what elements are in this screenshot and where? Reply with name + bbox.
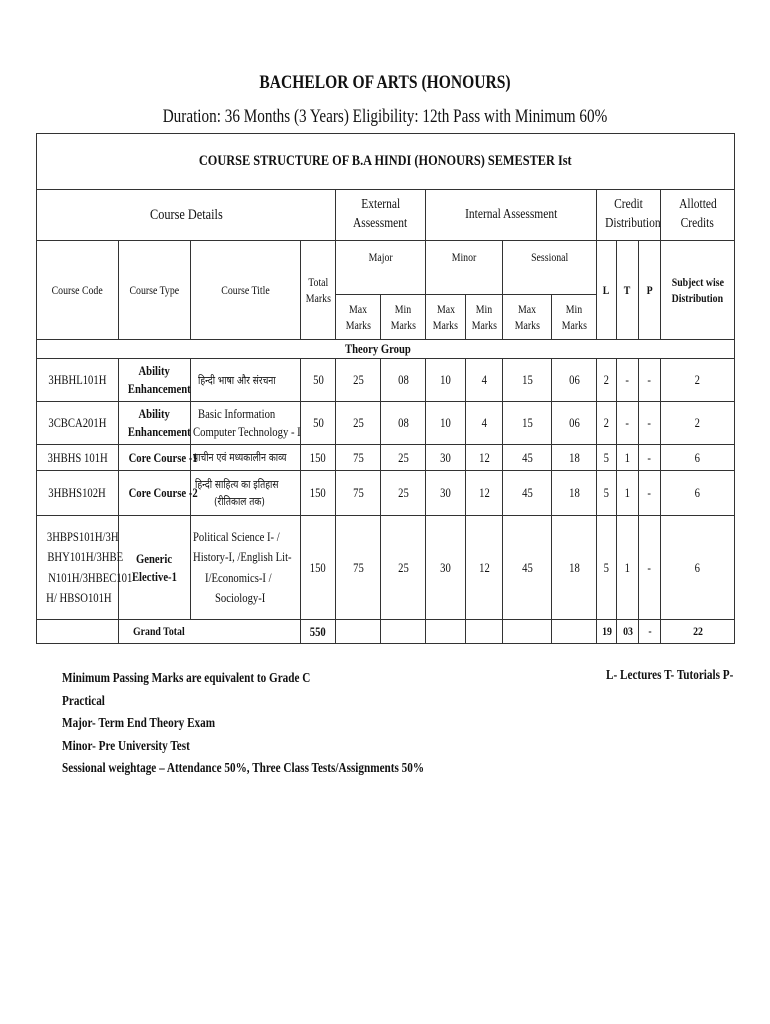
table-caption-row <box>37 134 735 190</box>
page-title: BACHELOR OF ARTS (HONOURS) <box>259 72 511 93</box>
total-marks: 50 <box>301 359 336 402</box>
table-row <box>37 402 735 445</box>
course-structure-table <box>36 133 735 644</box>
course-details-header: Course Details <box>37 190 336 241</box>
minor-min: 12 <box>466 471 503 516</box>
table-row <box>37 359 735 402</box>
sess-min: 18 <box>552 445 597 471</box>
total-marks: 50 <box>301 402 336 445</box>
credit-p: - <box>639 359 661 402</box>
grand-total-marks: 550 <box>301 620 336 644</box>
col-sess-min: Min Marks <box>552 295 597 340</box>
total-marks: 150 <box>301 471 336 516</box>
table-row <box>37 445 735 471</box>
major-min: 25 <box>381 516 426 620</box>
col-minor-max: Max Marks <box>426 295 466 340</box>
course-type: Ability Enhancement <box>119 359 191 402</box>
col-sessional: Sessional <box>503 241 597 295</box>
minor-min: 4 <box>466 402 503 445</box>
major-min: 08 <box>381 359 426 402</box>
allotted-credits-header: Allotted Credits <box>661 190 735 241</box>
minor-max: 30 <box>426 471 466 516</box>
minor-min: 12 <box>466 445 503 471</box>
grand-total-t: 03 <box>617 620 639 644</box>
sess-max: 45 <box>503 471 552 516</box>
internal-assessment-header: Internal Assessment <box>426 190 597 241</box>
major-min: 08 <box>381 402 426 445</box>
credit-t: 1 <box>617 445 639 471</box>
allotted-credits: 6 <box>661 516 735 620</box>
allotted-credits: 2 <box>661 402 735 445</box>
course-type: Generic Elective-1 <box>119 516 191 620</box>
column-header-row-1 <box>37 241 735 295</box>
sess-max: 15 <box>503 359 552 402</box>
sess-max: 45 <box>503 516 552 620</box>
total-marks: 150 <box>301 445 336 471</box>
course-type: Ability Enhancement <box>119 402 191 445</box>
minor-min: 12 <box>466 516 503 620</box>
col-minor-min: Min Marks <box>466 295 503 340</box>
sess-min: 06 <box>552 359 597 402</box>
credit-t: 1 <box>617 516 639 620</box>
note-line: Practical <box>62 693 105 709</box>
major-max: 25 <box>336 402 381 445</box>
course-title: Basic Information Computer Technology - I <box>191 402 301 445</box>
col-minor: Minor <box>426 241 503 295</box>
course-code: 3HBHS 101H <box>37 445 119 471</box>
col-major-max: Max Marks <box>336 295 381 340</box>
theory-group-label: Theory Group <box>37 340 735 359</box>
course-title: प्राचीन एवं मध्यकालीन काव्य <box>191 445 301 471</box>
course-code: 3CBCA201H <box>37 402 119 445</box>
minor-max: 30 <box>426 445 466 471</box>
minor-max: 30 <box>426 516 466 620</box>
minor-max: 10 <box>426 359 466 402</box>
course-code: 3HBPS101H/3H BHY101H/3HBE N101H/3HBEC101 H/ HBSO101H <box>37 516 119 620</box>
sess-max: 45 <box>503 445 552 471</box>
course-type: Core Course -1 <box>119 445 191 471</box>
col-p: P <box>639 241 661 340</box>
col-subject-wise: Subject wise Distribution <box>661 241 735 340</box>
allotted-credits: 2 <box>661 359 735 402</box>
course-type: Core Course -2 <box>119 471 191 516</box>
allotted-credits: 6 <box>661 445 735 471</box>
course-title: हिन्दी भाषा और संरचना <box>191 359 301 402</box>
credit-l: 5 <box>597 471 617 516</box>
col-total-marks: Total Marks <box>301 241 336 340</box>
major-min: 25 <box>381 471 426 516</box>
notes-block <box>62 668 425 781</box>
major-max: 75 <box>336 516 381 620</box>
grand-total-label: Grand Total <box>119 620 301 644</box>
major-max: 75 <box>336 445 381 471</box>
credit-t: - <box>617 359 639 402</box>
credit-p: - <box>639 516 661 620</box>
grand-total-l: 19 <box>597 620 617 644</box>
note-line: Minimum Passing Marks are equivalent to Grade C <box>62 671 311 686</box>
external-assessment-header: External Assessment <box>336 190 426 241</box>
course-code: 3HBHL101H <box>37 359 119 402</box>
credit-t: - <box>617 402 639 445</box>
credit-t: 1 <box>617 471 639 516</box>
col-course-code: Course Code <box>37 241 119 340</box>
note-line: Minor- Pre University Test <box>62 738 190 754</box>
course-title: हिन्दी साहित्य का इतिहास (रीतिकाल तक) <box>191 471 301 516</box>
total-marks: 150 <box>301 516 336 620</box>
course-title: Political Science I- / History-I, /English Lit- I/Economics-I / Sociology-I <box>191 516 301 620</box>
table-row <box>37 471 735 516</box>
table-row <box>37 516 735 620</box>
note-line: Sessional weightage – Attendance 50%, Three Class Tests/Assignments 50% <box>62 761 425 776</box>
credit-distribution-header: Credit Distribution <box>597 190 661 241</box>
note-line: Major- Term End Theory Exam <box>62 716 216 731</box>
col-t: T <box>617 241 639 340</box>
col-course-title: Course Title <box>191 241 301 340</box>
col-course-type: Course Type <box>119 241 191 340</box>
table-caption: COURSE STRUCTURE OF B.A HINDI (HONOURS) SEMESTER Ist <box>37 134 735 190</box>
col-sess-max: Max Marks <box>503 295 552 340</box>
sess-min: 18 <box>552 516 597 620</box>
col-major: Major <box>336 241 426 295</box>
minor-max: 10 <box>426 402 466 445</box>
col-major-min: Min Marks <box>381 295 426 340</box>
credit-p: - <box>639 445 661 471</box>
group-header-row <box>37 190 735 241</box>
credit-l: 2 <box>597 359 617 402</box>
grand-total-row <box>37 620 735 644</box>
page-subtitle: Duration: 36 Months (3 Years) Eligibility: 12th Pass with Minimum 60% <box>162 106 608 127</box>
sess-min: 06 <box>552 402 597 445</box>
credit-p: - <box>639 402 661 445</box>
major-max: 25 <box>336 359 381 402</box>
grand-total-credits: 22 <box>661 620 735 644</box>
credit-legend: L- Lectures T- Tutorials P- <box>606 668 734 683</box>
col-l: L <box>597 241 617 340</box>
credit-p: - <box>639 471 661 516</box>
grand-total-p: - <box>639 620 661 644</box>
credit-l: 5 <box>597 445 617 471</box>
allotted-credits: 6 <box>661 471 735 516</box>
credit-l: 2 <box>597 402 617 445</box>
credit-l: 5 <box>597 516 617 620</box>
sess-min: 18 <box>552 471 597 516</box>
major-max: 75 <box>336 471 381 516</box>
sess-max: 15 <box>503 402 552 445</box>
theory-group-row <box>37 340 735 359</box>
course-code: 3HBHS102H <box>37 471 119 516</box>
minor-min: 4 <box>466 359 503 402</box>
major-min: 25 <box>381 445 426 471</box>
